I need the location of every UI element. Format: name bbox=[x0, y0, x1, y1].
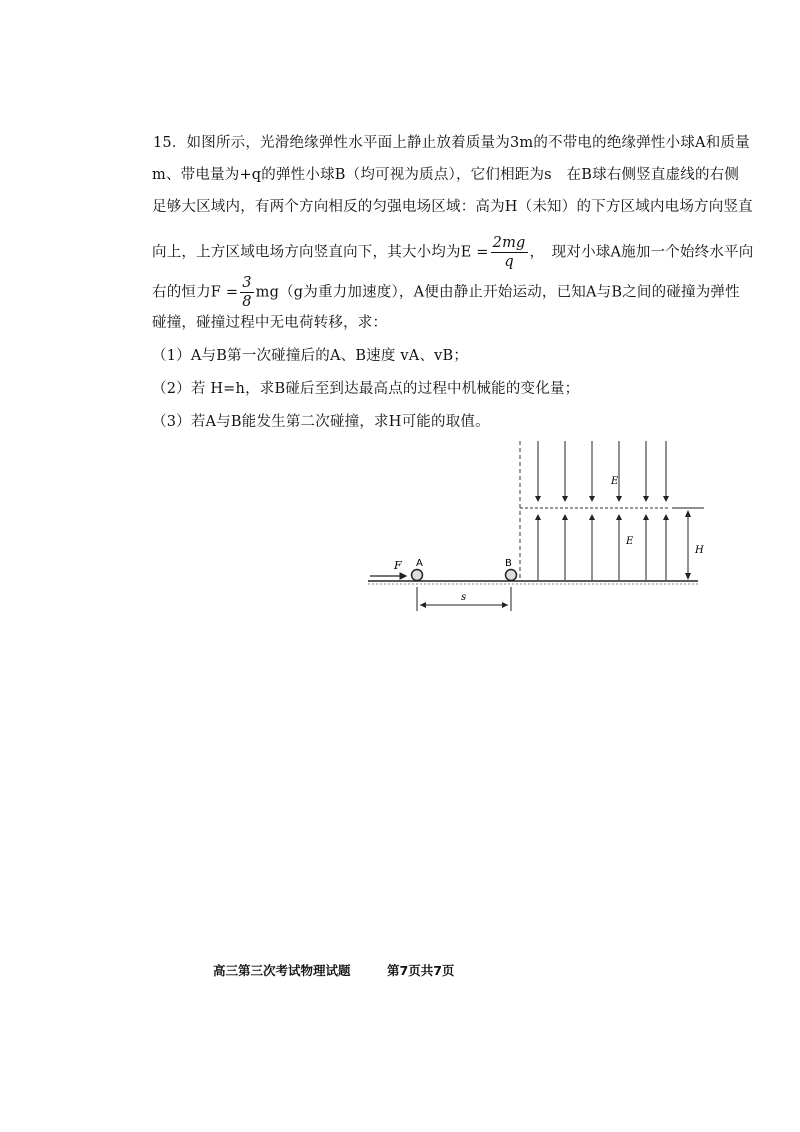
problem-line-3: 足够大区域内，有两个方向相反的匀强电场区域：高为H（未知）的下方区域内电场方向竖直 bbox=[152, 199, 753, 215]
ground-line bbox=[368, 581, 698, 584]
fraction-denominator: 8 bbox=[242, 294, 252, 310]
problem-line-1: 15．如图所示，光滑绝缘弹性水平面上静止放着质量为3m的不带电的绝缘弹性小球A和质量 bbox=[153, 135, 750, 151]
label-B: B bbox=[505, 558, 512, 569]
ball-A bbox=[412, 570, 423, 581]
question-1: （1）A与B第一次碰撞后的A、B速度 vA、vB； bbox=[152, 348, 469, 364]
label-E-lower: E bbox=[626, 536, 634, 547]
problem-line-2: m、带电量为+q的弹性小球B（均可视为质点），它们相距为s 在B球右侧竖直虚线的右侧 bbox=[152, 167, 740, 183]
line5-pre: 右的恒力F = bbox=[152, 284, 239, 301]
footer-title: 高三第三次考试物理试题 bbox=[213, 963, 351, 978]
label-H: H bbox=[695, 545, 704, 556]
problem-line-6: 碰撞，碰撞过程中无电荷转移，求： bbox=[152, 315, 388, 331]
physics-diagram bbox=[360, 435, 720, 620]
ball-B bbox=[506, 570, 517, 581]
problem-line-5 bbox=[152, 274, 740, 311]
upper-field-lines bbox=[538, 441, 666, 501]
label-E-upper: E bbox=[611, 476, 619, 487]
lower-field-lines bbox=[538, 515, 666, 580]
fraction-denominator: q bbox=[504, 254, 514, 270]
label-A: A bbox=[416, 558, 423, 569]
question-3: （3）若A与B能发生第二次碰撞，求H可能的取值。 bbox=[152, 414, 490, 430]
line4-post: ， 现对小球A施加一个始终水平向 bbox=[529, 244, 754, 261]
fraction-numerator: 2mg bbox=[492, 235, 526, 251]
problem-line-4 bbox=[152, 234, 753, 271]
line5-post: mg（g为重力加速度），A便由静止开始运动，已知A与B之间的碰撞为弹性 bbox=[255, 284, 740, 301]
footer-page-number: 第7页共7页 bbox=[387, 963, 455, 978]
line4-pre: 向上，上方区域电场方向竖直向下，其大小均为E = bbox=[152, 244, 489, 261]
label-F: F bbox=[394, 559, 402, 572]
fraction-numerator: 3 bbox=[242, 275, 252, 291]
height-marker bbox=[672, 508, 704, 580]
force-fraction bbox=[240, 274, 253, 311]
question-2: （2）若 H=h，求B碰后至到达最高点的过程中机械能的变化量； bbox=[152, 381, 580, 397]
field-fraction bbox=[491, 234, 528, 271]
label-s: s bbox=[461, 592, 467, 603]
